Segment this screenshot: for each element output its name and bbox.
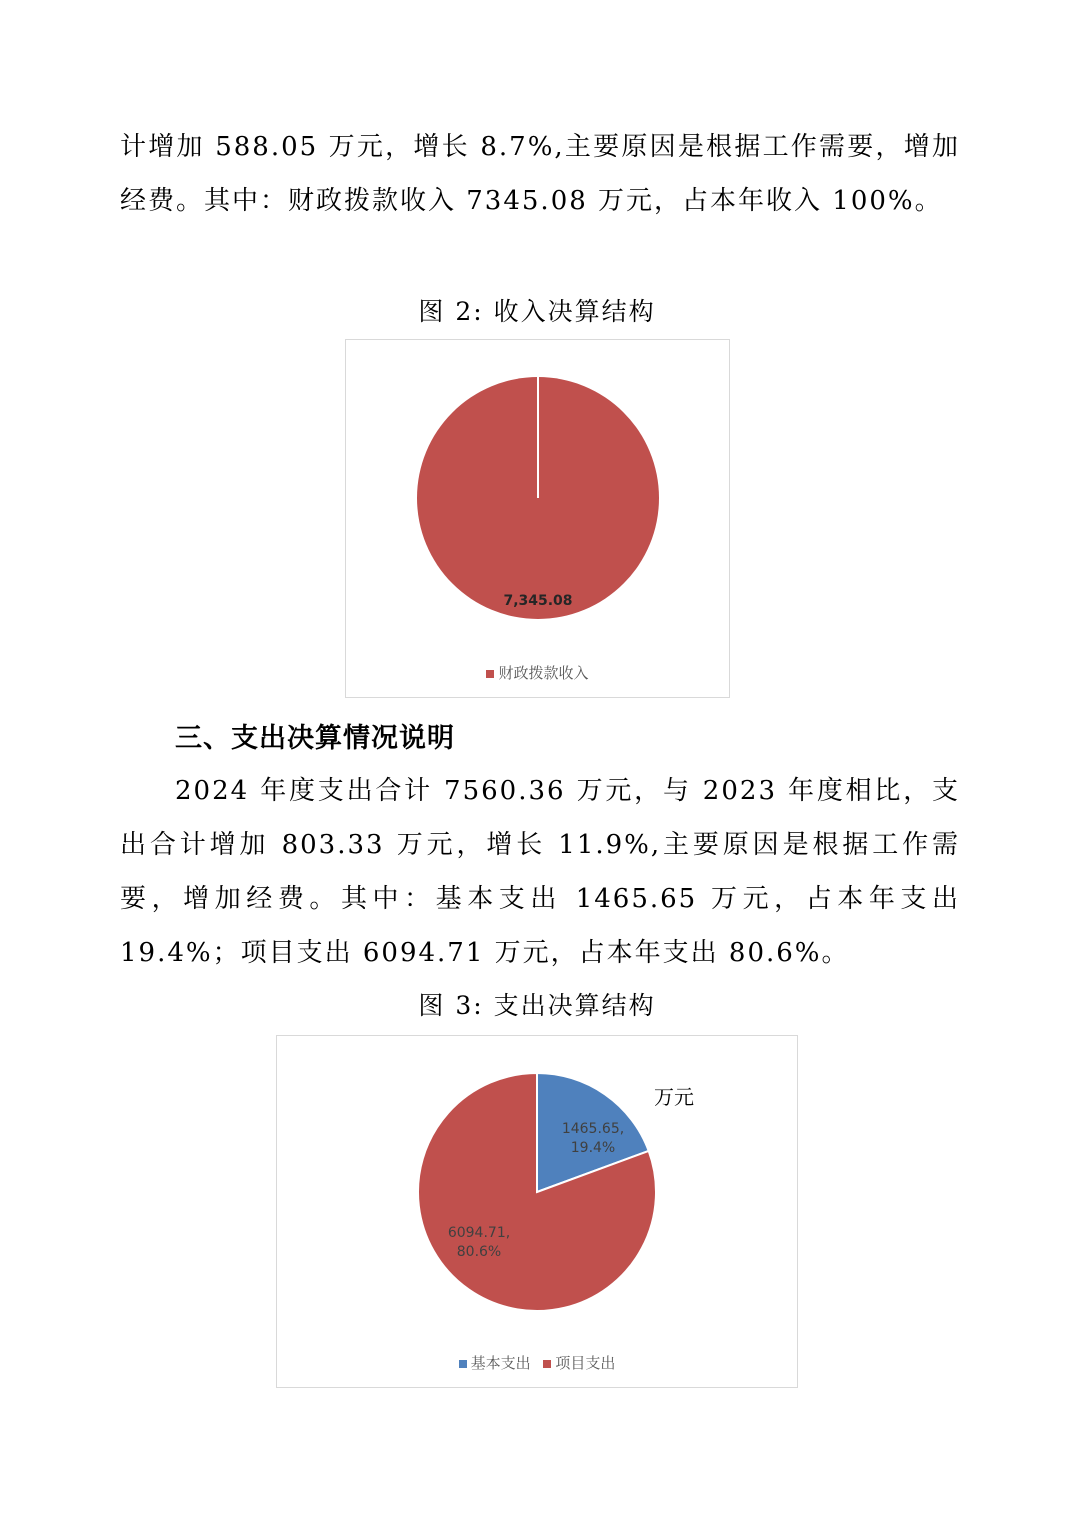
expenditure-pie-chart [276,1035,798,1388]
intro-paragraph: 计增加 588.05 万元，增长 8.7%,主要原因是根据工作需要，增加经费。其中：财政拨款收入 7345.08 万元，占本年收入 100%。 [120,132,960,216]
figure3-caption: 图 3: 支出决算结构 [418,991,656,1020]
legend-swatch-basic [459,1360,467,1368]
income-chart-legend [346,662,729,683]
legend-item-fiscal-income [486,662,588,683]
expenditure-chart-legend [277,1352,797,1373]
income-pie-svg [346,340,729,697]
legend-label-project: 项目支出 [555,1354,616,1372]
section3-heading: 三、支出决算情况说明 [175,723,455,754]
legend-swatch-project [543,1360,551,1368]
legend-label-basic: 基本支出 [470,1354,531,1372]
legend-label-fiscal-income: 财政拨款收入 [498,664,589,682]
unit-label: 万元 [654,1085,694,1109]
figure2-caption: 图 2: 收入决算结构 [418,297,656,326]
legend-item-project [543,1352,615,1373]
legend-item-basic [459,1352,531,1373]
pie-data-label-0: 1465.65, 19.4% [561,1121,625,1156]
legend-swatch-fiscal-income [486,670,494,678]
expenditure-paragraph: 2024 年度支出合计 7560.36 万元，与 2023 年度相比，支出合计增加 803.33 万元，增长 11.9%,主要原因是根据工作需要，增加经费。其中：基本支出 1465.65 万元，占本年支出 19.4%；项目支出 6094.71 万元，占本年支出 80.6%。 [120,776,960,968]
expenditure-pie-svg [277,1036,797,1387]
pie-data-label-0: 7,345.08 [503,593,573,609]
income-pie-chart [345,339,730,698]
pie-data-label-1: 6094.71, 80.6% [447,1225,511,1260]
